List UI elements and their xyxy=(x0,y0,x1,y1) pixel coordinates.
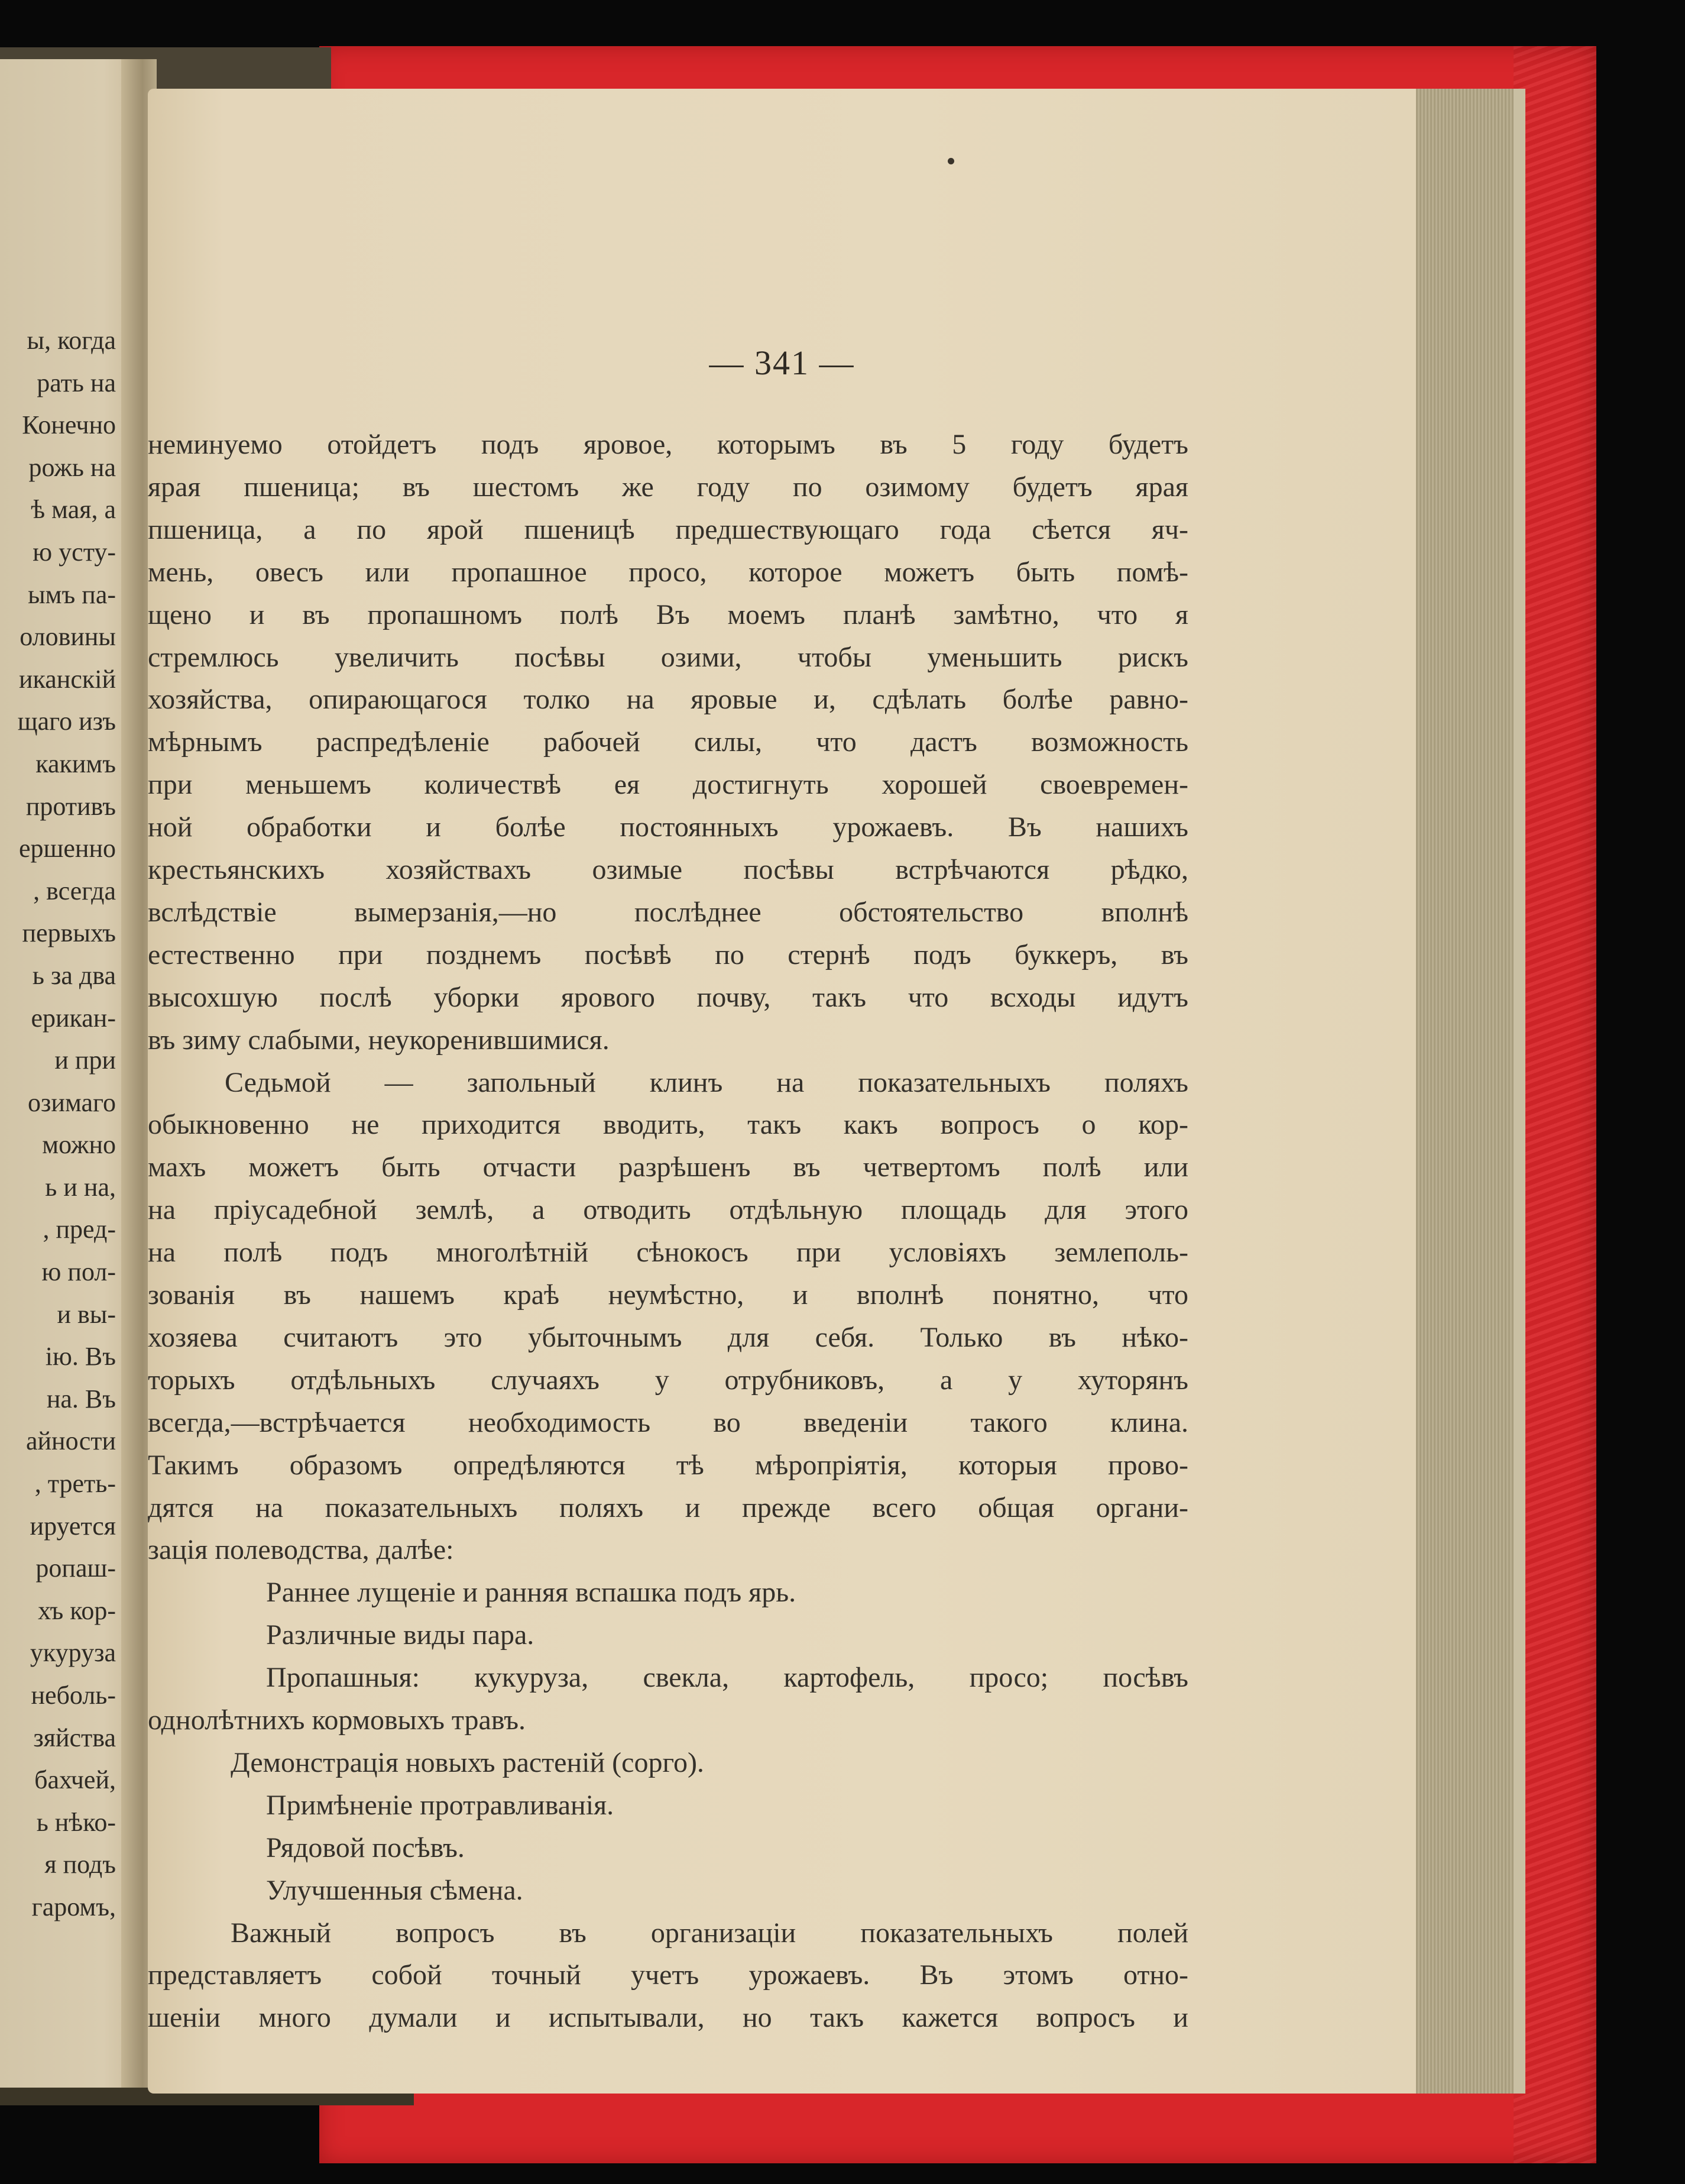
body-text-line: дятся на показательныхъ поляхъ и прежде всего общая органи- xyxy=(148,1491,1188,1523)
left-page-line: озимаго xyxy=(28,1088,116,1117)
body-text-line: всегда,—встрѣчается необходимость во введеніи такого клина. xyxy=(148,1406,1188,1438)
left-page-line: какимъ xyxy=(35,749,116,778)
body-text-line: вслѣдствіе вымерзанія,—но послѣднее обстоятельство вполнѣ xyxy=(148,896,1188,928)
left-page-text xyxy=(0,319,116,1929)
left-page-line: рожь на xyxy=(28,452,116,482)
body-text-line: Примѣненіе протравливанія. xyxy=(266,1789,614,1821)
body-text-line: Такимъ образомъ опредѣляются тѣ мѣропріятія, которыя прово- xyxy=(148,1449,1188,1481)
left-page-line: и при xyxy=(54,1046,116,1075)
ink-dot xyxy=(948,158,954,164)
left-page-line: , всегда xyxy=(33,876,116,905)
left-page-line: укуруза xyxy=(30,1638,116,1668)
cover-texture xyxy=(1514,46,1596,2163)
body-text-line: Рядовой посѣвъ. xyxy=(266,1832,465,1863)
body-text-line: мень, овесъ или пропашное просо, которое можетъ быть помѣ- xyxy=(148,556,1188,588)
body-text-line: Раннее лущеніе и ранняя вспашка подъ ярь. xyxy=(266,1577,796,1609)
left-page-line: первыхъ xyxy=(22,918,116,948)
body-text-line: махъ можетъ быть отчасти разрѣшенъ въ четвертомъ полѣ или xyxy=(148,1151,1188,1183)
left-page-line: и вы- xyxy=(57,1299,116,1329)
left-page-line: Конечно xyxy=(22,410,116,440)
left-page-line: ымъ па- xyxy=(28,580,116,609)
left-page-line: рать на xyxy=(37,368,116,397)
body-text-line: стремлюсь увеличить посѣвы озими, чтобы уменьшить рискъ xyxy=(148,641,1188,673)
left-page-line: ируется xyxy=(30,1511,116,1541)
right-page xyxy=(148,89,1416,2094)
left-page-line: неболь- xyxy=(31,1681,116,1710)
body-text-line: Демонстрація новыхъ растеній (сорго). xyxy=(231,1746,704,1778)
body-text-line: зованія въ нашемъ краѣ неумѣстно, и вполнѣ понятно, что xyxy=(148,1279,1188,1311)
left-page-line: ію. Въ xyxy=(45,1342,116,1371)
body-text-line: Седьмой — запольный клинъ на показательныхъ поляхъ xyxy=(225,1066,1188,1098)
body-text-line: хозяева считаютъ это убыточнымъ для себя. Только въ нѣко- xyxy=(148,1321,1188,1353)
body-text-line: пшеница, а по ярой пшеницѣ предшествующаго года сѣется яч- xyxy=(148,513,1188,545)
body-text-line: на пріусадебной землѣ, а отводить отдѣльную площадь для этого xyxy=(148,1194,1188,1226)
left-page-line: ы, когда xyxy=(27,326,116,355)
body-text-line: однолѣтнихъ кормовыхъ травъ. xyxy=(148,1704,526,1736)
left-page-line: оловины xyxy=(20,622,116,652)
left-page-line: можно xyxy=(42,1130,116,1160)
left-page-line: ь нѣко- xyxy=(36,1807,116,1837)
left-page-line: ь и на, xyxy=(45,1172,116,1202)
body-text-line: хозяйства, опирающагося толко на яровые и, сдѣлать болѣе равно- xyxy=(148,684,1188,716)
left-page-line: гаромъ, xyxy=(31,1892,116,1921)
left-page-line: ѣ мая, а xyxy=(31,495,116,525)
left-page-line: ропаш- xyxy=(35,1554,116,1583)
left-page-line: айности xyxy=(25,1426,116,1456)
body-text-line: обыкновенно не приходится вводить, такъ какъ вопросъ о кор- xyxy=(148,1109,1188,1141)
left-page-line: противъ xyxy=(25,791,116,821)
left-page-line: иканскій xyxy=(18,664,116,694)
left-page-line: ю пол- xyxy=(41,1257,116,1287)
body-text-line: при меньшемъ количествѣ ея достигнуть хорошей своевремен- xyxy=(148,769,1188,801)
body-text-line: Пропашныя: кукуруза, свекла, картофель, просо; посѣвъ xyxy=(266,1662,1188,1694)
left-page-line: , пред- xyxy=(43,1215,116,1244)
body-text-line: высохшую послѣ уборки ярового почву, такъ что всходы идутъ xyxy=(148,981,1188,1013)
left-page-line: я подъ xyxy=(44,1850,116,1879)
body-text-line: въ зиму слабыми, неукоренившимися. xyxy=(148,1024,610,1056)
left-page-line: ерикан- xyxy=(31,1003,116,1033)
body-text-line: Различные виды пара. xyxy=(266,1619,534,1651)
body-text-line: ной обработки и болѣе постоянныхъ урожаевъ. Въ нашихъ xyxy=(148,811,1188,843)
body-text-line: крестьянскихъ хозяйствахъ озимые посѣвы встрѣчаются рѣдко, xyxy=(148,854,1188,885)
body-text-line: неминуемо отойдетъ подъ яровое, которымъ въ 5 году будетъ xyxy=(148,429,1188,460)
left-page-line: , треть- xyxy=(34,1469,116,1499)
body-text-line: естественно при позднемъ посѣвѣ по стернѣ подъ буккеръ, въ xyxy=(148,939,1188,970)
left-page-line: зяйства xyxy=(33,1723,116,1752)
body-text-line: мѣрнымъ распредѣленіе рабочей силы, что дастъ возможность xyxy=(148,726,1188,758)
left-page-line: на. Въ xyxy=(46,1384,116,1413)
page-number: — 341 — xyxy=(709,344,855,382)
left-page-line: бахчей, xyxy=(34,1765,116,1795)
body-text-line: щено и въ пропашномъ полѣ Въ моемъ планѣ замѣтно, что я xyxy=(148,598,1188,630)
left-page-line: ершенно xyxy=(18,834,116,863)
body-text-line: Важный вопросъ въ организаціи показательныхъ полей xyxy=(231,1917,1188,1949)
left-page-line: щаго изъ xyxy=(17,707,116,736)
left-page-line: ю усту- xyxy=(33,537,116,567)
page-edges xyxy=(1407,89,1525,2094)
body-text-line: Улучшенныя сѣмена. xyxy=(266,1874,523,1906)
left-page-line: ь за два xyxy=(32,960,116,990)
body-text-line: представляетъ собой точный учетъ урожаевъ. Въ этомъ отно- xyxy=(148,1959,1188,1991)
page-edges-highlight xyxy=(1514,89,1525,2094)
body-text-line: зація полеводства, далѣе: xyxy=(148,1534,454,1566)
body-text-line: ярая пшеница; въ шестомъ же году по озимому будетъ ярая xyxy=(148,471,1188,503)
body-text-line: на полѣ подъ многолѣтній сѣнокосъ при условіяхъ землеполь- xyxy=(148,1237,1188,1269)
body-text-line: шеніи много думали и испытывали, но такъ кажется вопросъ и xyxy=(148,2002,1188,2034)
left-page-line: хъ кор- xyxy=(38,1596,116,1625)
body-text-line: торыхъ отдѣльныхъ случаяхъ у отрубниковъ, а у хуторянъ xyxy=(148,1364,1188,1396)
